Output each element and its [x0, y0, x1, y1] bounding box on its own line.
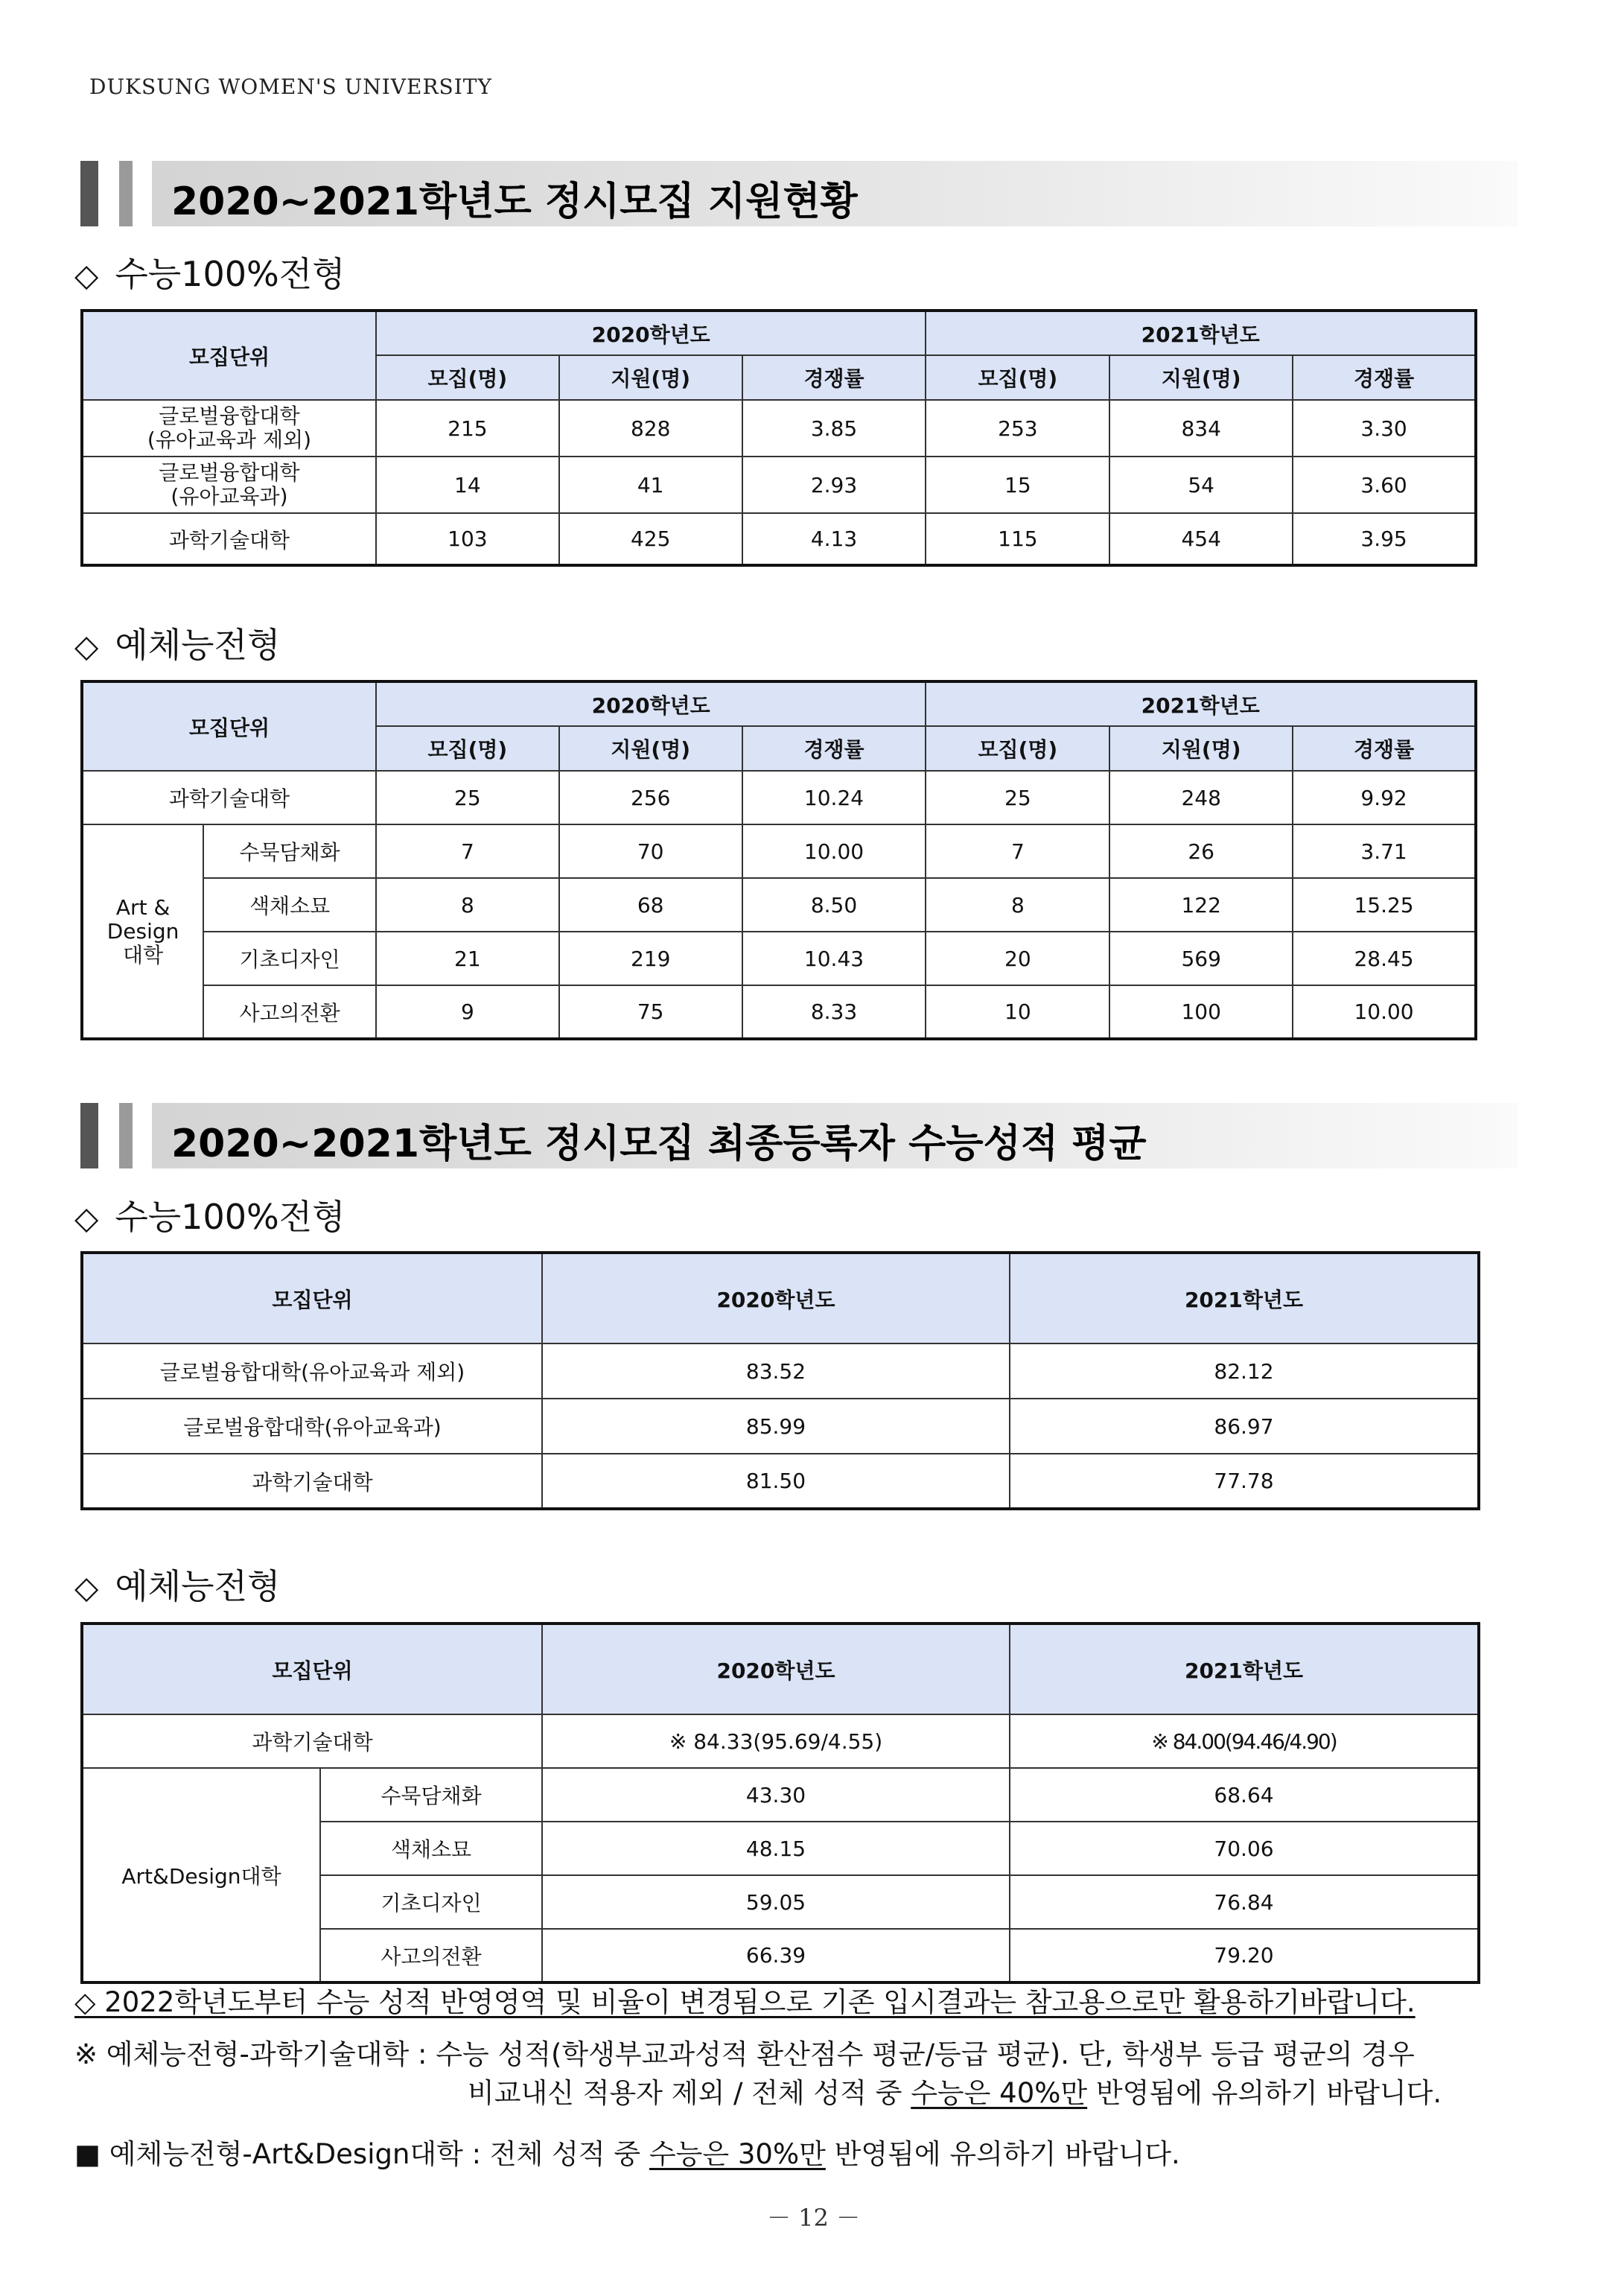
header-ratio: 경쟁률: [742, 355, 926, 400]
cell: 81.50: [542, 1454, 1010, 1509]
university-header: DUKSUNG WOMEN'S UNIVERSITY: [89, 74, 492, 99]
cell-unit: 글로벌융합대학(유아교육과): [82, 1399, 542, 1454]
table-row: [82, 1768, 1479, 1822]
cell: ※ 84.33(95.69/4.55): [542, 1714, 1010, 1768]
table-row: [82, 400, 1476, 457]
cell: 569: [1109, 932, 1293, 985]
title-bar-light: [119, 1103, 133, 1168]
cell: 68.64: [1010, 1768, 1479, 1822]
title-bar-light: [119, 161, 133, 226]
cell: 8: [926, 878, 1109, 932]
cell: 15.25: [1293, 878, 1476, 932]
cell: 75: [559, 985, 742, 1039]
cell: 256: [559, 771, 742, 824]
header-apply: 지원(명): [1109, 355, 1293, 400]
cell: 15: [926, 457, 1109, 513]
title-bar-dark: [80, 1103, 98, 1168]
cell: 828: [559, 400, 742, 457]
note-science-line2: 비교내신 적용자 제외 / 전체 성적 중 수능은 40%만 반영됨에 유의하기 바랍니다.: [468, 2077, 1442, 2109]
cell: 76.84: [1010, 1875, 1479, 1929]
cell: 10.00: [742, 824, 926, 878]
header-recruit: 모집(명): [926, 726, 1109, 771]
cell: 68: [559, 878, 742, 932]
header-apply: 지원(명): [1109, 726, 1293, 771]
cell: 9: [376, 985, 559, 1039]
cell: 8.33: [742, 985, 926, 1039]
cell: 4.13: [742, 513, 926, 565]
diamond-icon: ◇: [74, 1569, 99, 1606]
table-row: [82, 513, 1476, 565]
header-ratio: 경쟁률: [1293, 726, 1476, 771]
cell: 100: [1109, 985, 1293, 1039]
cell-sub: 사고의전환: [320, 1929, 542, 1982]
cell: 219: [559, 932, 742, 985]
cell: 425: [559, 513, 742, 565]
cell: 3.60: [1293, 457, 1476, 513]
note-2022-change: ◇ 2022학년도부터 수능 성적 반영영역 및 비율이 변경됨으로 기존 입시결과는 참고용으로만 활용하기바랍니다.: [74, 1986, 1416, 2018]
cell: 2.93: [742, 457, 926, 513]
subheading-suneung: [74, 1190, 346, 1239]
table-row: [82, 1343, 1479, 1399]
cell-sub: 색채소묘: [320, 1822, 542, 1875]
cell: 3.30: [1293, 400, 1476, 457]
header-2020: 2020학년도: [376, 311, 926, 355]
cell: ※ 84.00(94.46/4.90): [1010, 1714, 1479, 1768]
table-row: [82, 1399, 1479, 1454]
table-row: [82, 1714, 1479, 1768]
header-2020: 2020학년도: [542, 1624, 1010, 1714]
cell: 70.06: [1010, 1822, 1479, 1875]
cell: 10: [926, 985, 1109, 1039]
cell-artdesign: Art&Design대학: [82, 1768, 320, 1982]
table-row: [82, 1454, 1479, 1509]
subheading-yecheneung: [74, 618, 281, 667]
cell-artdesign: Art & Design 대학: [82, 824, 203, 1039]
cell-unit: 과학기술대학: [82, 1714, 542, 1768]
cell-unit: 글로벌융합대학 (유아교육과): [82, 457, 376, 513]
cell: 21: [376, 932, 559, 985]
table-suneung-applications: [80, 309, 1477, 567]
cell: 9.92: [1293, 771, 1476, 824]
cell-unit: 글로벌융합대학 (유아교육과 제외): [82, 400, 376, 457]
header-2020: 2020학년도: [376, 681, 926, 726]
table-row: [82, 457, 1476, 513]
table-row: [82, 771, 1476, 824]
cell-sub: 기초디자인: [203, 932, 376, 985]
cell: 14: [376, 457, 559, 513]
cell: 48.15: [542, 1822, 1010, 1875]
cell: 7: [926, 824, 1109, 878]
cell: 10.00: [1293, 985, 1476, 1039]
subheading-text: 예체능전형: [115, 625, 281, 665]
note-science-line1: ※ 예체능전형-과학기술대학 : 수능 성적(학생부교과성적 환산점수 평균/등급 평균). 단, 학생부 등급 평균의 경우: [74, 2038, 1415, 2070]
cell: 20: [926, 932, 1109, 985]
cell: 25: [376, 771, 559, 824]
header-ratio: 경쟁률: [1293, 355, 1476, 400]
cell-sub: 수묵담채화: [203, 824, 376, 878]
cell: 83.52: [542, 1343, 1010, 1399]
header-apply: 지원(명): [559, 355, 742, 400]
cell-sub: 수묵담채화: [320, 1768, 542, 1822]
cell-unit: 과학기술대학: [82, 1454, 542, 1509]
page-number: － 12 －: [767, 2204, 861, 2232]
section-title-text: 2020~2021학년도 정시모집 지원현황: [171, 179, 858, 224]
cell: 8: [376, 878, 559, 932]
cell: 26: [1109, 824, 1293, 878]
cell: 248: [1109, 771, 1293, 824]
cell: 3.95: [1293, 513, 1476, 565]
note-artdesign: ■ 예체능전형-Art&Design대학 : 전체 성적 중 수능은 30%만 반영됨에 유의하기 바랍니다.: [74, 2138, 1180, 2170]
subheading-yecheneung: [74, 1559, 281, 1609]
cell: 70: [559, 824, 742, 878]
header-unit: 모집단위: [82, 1253, 542, 1343]
section-title-scores: [80, 1098, 1518, 1170]
cell: 215: [376, 400, 559, 457]
table-yecheneung-applications: [80, 680, 1477, 1040]
cell: 253: [926, 400, 1109, 457]
cell-sub: 기초디자인: [320, 1875, 542, 1929]
header-2021: 2021학년도: [926, 681, 1476, 726]
cell: 43.30: [542, 1768, 1010, 1822]
table-row: [82, 985, 1476, 1039]
table-suneung-scores: [80, 1251, 1480, 1510]
header-2020: 2020학년도: [542, 1253, 1010, 1343]
cell: 454: [1109, 513, 1293, 565]
subheading-text: 수능100%전형: [115, 1197, 346, 1237]
cell: 79.20: [1010, 1929, 1479, 1982]
table-yecheneung-scores: [80, 1622, 1480, 1984]
header-apply: 지원(명): [559, 726, 742, 771]
cell-unit: 과학기술대학: [82, 513, 376, 565]
cell-unit: 글로벌융합대학(유아교육과 제외): [82, 1343, 542, 1399]
cell: 10.43: [742, 932, 926, 985]
header-unit: 모집단위: [82, 311, 376, 400]
header-unit: 모집단위: [82, 681, 376, 771]
header-recruit: 모집(명): [926, 355, 1109, 400]
header-recruit: 모집(명): [376, 726, 559, 771]
cell: 41: [559, 457, 742, 513]
cell: 7: [376, 824, 559, 878]
title-bar-dark: [80, 161, 98, 226]
subheading-suneung: [74, 247, 346, 296]
header-2021: 2021학년도: [926, 311, 1476, 355]
cell-sub: 사고의전환: [203, 985, 376, 1039]
cell: 82.12: [1010, 1343, 1479, 1399]
cell-sub: 색채소묘: [203, 878, 376, 932]
cell: 28.45: [1293, 932, 1476, 985]
cell: 8.50: [742, 878, 926, 932]
diamond-icon: ◇: [74, 1200, 99, 1236]
section-title-applications: [80, 156, 1518, 228]
table-row: [82, 824, 1476, 878]
cell: 115: [926, 513, 1109, 565]
cell: 3.85: [742, 400, 926, 457]
cell: 85.99: [542, 1399, 1010, 1454]
cell: 54: [1109, 457, 1293, 513]
header-unit: 모집단위: [82, 1624, 542, 1714]
section-title-text: 2020~2021학년도 정시모집 최종등록자 수능성적 평균: [171, 1122, 1147, 1166]
cell: 834: [1109, 400, 1293, 457]
table-row: [82, 932, 1476, 985]
cell: 122: [1109, 878, 1293, 932]
subheading-text: 예체능전형: [115, 1566, 281, 1606]
diamond-icon: ◇: [74, 257, 99, 293]
cell: 86.97: [1010, 1399, 1479, 1454]
header-2021: 2021학년도: [1010, 1253, 1479, 1343]
header-ratio: 경쟁률: [742, 726, 926, 771]
cell: 3.71: [1293, 824, 1476, 878]
diamond-icon: ◇: [74, 628, 99, 664]
header-recruit: 모집(명): [376, 355, 559, 400]
cell: 10.24: [742, 771, 926, 824]
cell: 25: [926, 771, 1109, 824]
cell: 66.39: [542, 1929, 1010, 1982]
cell: 59.05: [542, 1875, 1010, 1929]
table-row: [82, 878, 1476, 932]
header-2021: 2021학년도: [1010, 1624, 1479, 1714]
cell: 103: [376, 513, 559, 565]
subheading-text: 수능100%전형: [115, 254, 346, 294]
cell: 77.78: [1010, 1454, 1479, 1509]
cell-unit: 과학기술대학: [82, 771, 376, 824]
